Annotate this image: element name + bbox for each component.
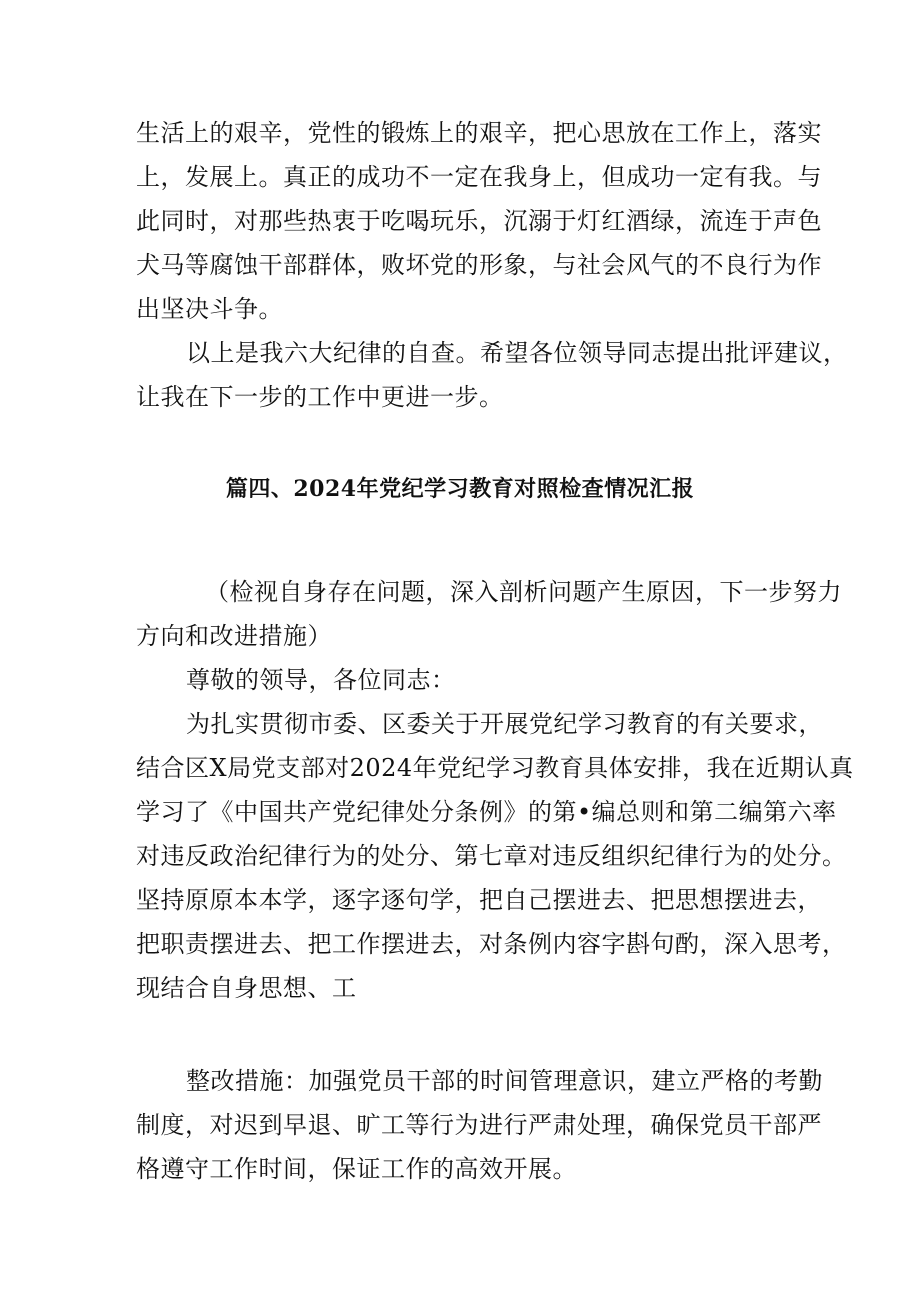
- intro-line-2: 上，发展上。真正的成功不一定在我身上，但成功一定有我。与: [136, 163, 822, 191]
- intro-line-5: 出坚决斗争。: [136, 295, 283, 323]
- body-line-6: 把职责摆进去、把工作摆进去，对条例内容字斟句酌，深入思考，: [136, 930, 847, 958]
- body-line-3: 学习了《中国共产党纪律处分条例》的第•编总则和第二编第六率: [136, 798, 837, 826]
- rectification-line-1: 整改措施：加强党员干部的时间管理意识，建立严格的考勤: [186, 1067, 823, 1095]
- intro-line-3: 此同时，对那些热衷于吃喝玩乐，沉溺于灯红酒绿，流连于声色: [136, 207, 822, 235]
- subtitle-line-2: 方向和改进措施）: [136, 622, 332, 650]
- body-line-5: 坚持原原本本学，逐字逐句学，把自己摆进去、把思想摆进去，: [136, 886, 822, 914]
- section-title: 篇四、2024年党纪学习教育对照检查情况汇报: [225, 476, 695, 502]
- closing-line-1: 以上是我六大纪律的自查。希望各位领导同志提出批评建议，: [186, 339, 848, 367]
- body-line-1: 为扎实贯彻市委、区委关于开展党纪学习教育的有关要求，: [186, 710, 823, 738]
- intro-line-1: 生活上的艰辛，党性的锻炼上的艰辛，把心思放在工作上，落实: [136, 119, 822, 147]
- closing-line-2: 让我在下一步的工作中更进一步。: [136, 383, 504, 411]
- body-line-2: 结合区X局党支部对2024年党纪学习教育具体安排，我在近期认真: [136, 754, 854, 782]
- subtitle-line-1: （检视自身存在问题，深入剖析问题产生原因，下一步努力: [205, 578, 842, 606]
- rectification-line-2: 制度，对迟到早退、旷工等行为进行严肃处理，确保党员干部严: [136, 1111, 822, 1139]
- intro-line-4: 犬马等腐蚀干部群体，败坏党的形象，与社会风气的不良行为作: [136, 251, 822, 279]
- salutation: 尊敬的领导，各位同志：: [186, 666, 456, 694]
- body-line-7: 现结合自身思想、工: [136, 974, 357, 1002]
- body-line-4: 对违反政治纪律行为的处分、第七章对违反组织纪律行为的处分。: [136, 842, 847, 870]
- rectification-line-3: 格遵守工作时间，保证工作的高效开展。: [136, 1155, 577, 1183]
